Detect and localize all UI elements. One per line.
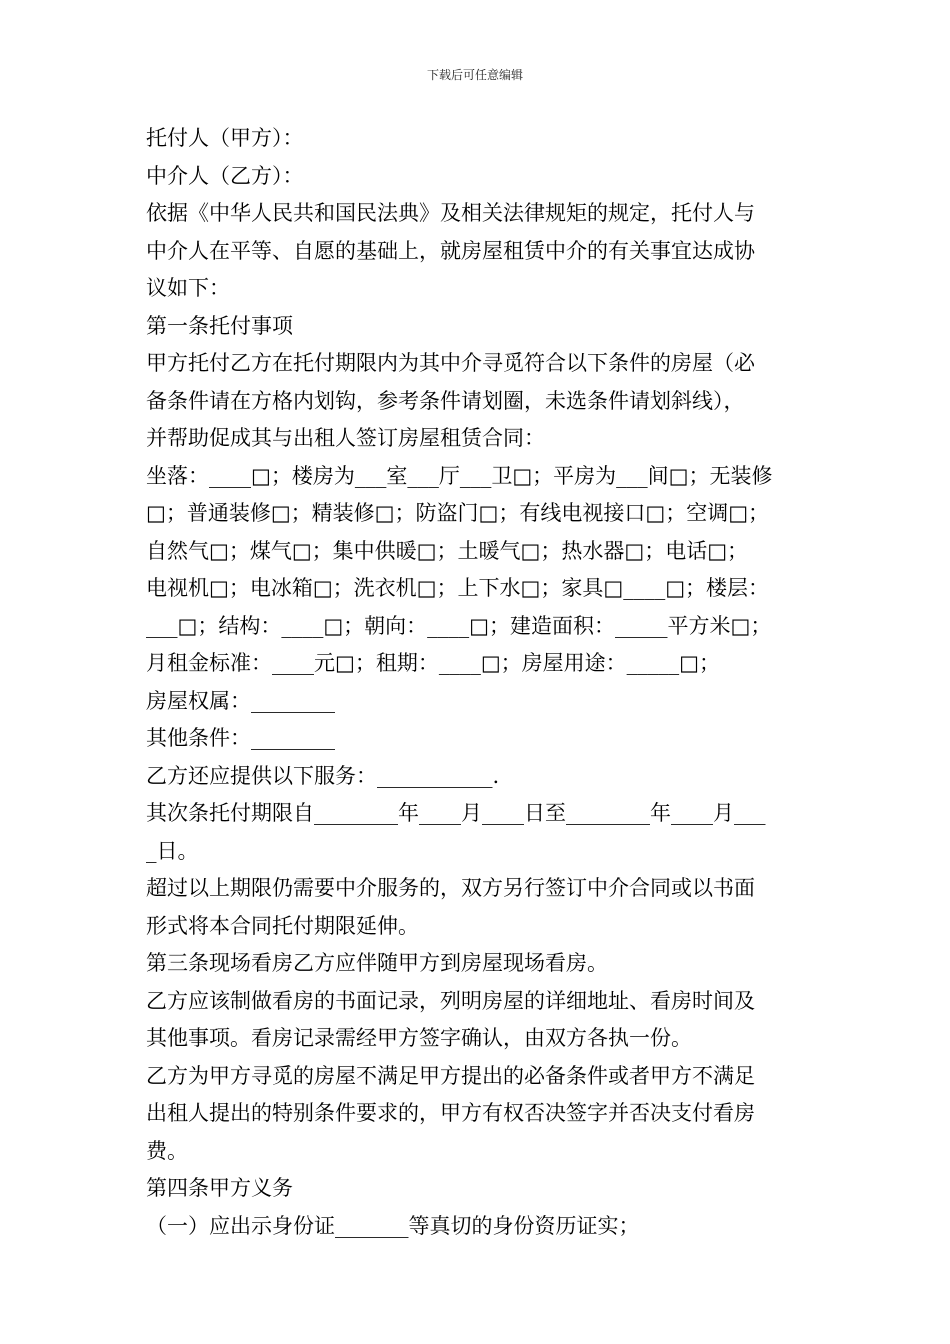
text-line: 费。 (146, 1138, 188, 1163)
text-line: 其他条件：________ (146, 726, 335, 750)
text-line: 出租人提出的特别条件要求的，甲方有权否决签字并否决支付看房 (146, 1101, 755, 1125)
text-line: 电视机□；电冰箱□；洗衣机□；上下水□；家具□____□；楼层： (146, 576, 770, 600)
text-line: 中介人在平等、自愿的基础上，就房屋租赁中介的有关事宜达成协 (146, 238, 755, 263)
text-line: 并帮助促成其与出租人签订房屋租赁合同： (146, 426, 545, 450)
text-line: 第三条现场看房乙方应伴随甲方到房屋现场看房。 (146, 951, 608, 975)
text-line: 其他事项。看房记录需经甲方签字确认，由双方各执一份。 (146, 1026, 692, 1050)
text-line: 议如下： (146, 276, 230, 300)
contract-body (146, 120, 816, 1245)
text-line: _日。 (146, 838, 199, 863)
text-line: 形式将本合同托付期限延伸。 (146, 913, 419, 938)
text-line: 第一条托付事项 (146, 313, 293, 338)
text-line: 乙方为甲方寻觅的房屋不满足甲方提出的必备条件或者甲方不满足 (146, 1063, 755, 1088)
text-line: 备条件请在方格内划钩，参考条件请划圈，未选条件请划斜线）， (146, 388, 745, 413)
text-line: 乙方应该制做看房的书面记录，列明房屋的详细地址、看房时间及 (146, 988, 755, 1013)
text-line: 自然气□；煤气□；集中供暖□；土暖气□；热水器□；电话□； (146, 538, 749, 563)
text-line: 坐落：____□；楼房为___室___厅___卫□；平房为___间□；无装修 (146, 463, 773, 488)
text-line: 甲方托付乙方在托付期限内为其中介寻觅符合以下条件的房屋（必 (146, 351, 755, 375)
text-line: 超过以上期限仍需要中介服务的，双方另行签订中介合同或以书面 (146, 876, 755, 900)
text-line: 房屋权属：________ (146, 688, 335, 713)
text-line: ___□；结构：____□；朝向：____□；建造面积：_____平方米□； (146, 613, 772, 638)
text-line: 依据《中华人民共和国民法典》及相关法律规矩的规定，托付人与 (146, 201, 755, 225)
page-header: 下载后可任意编辑 (426, 68, 523, 82)
text-line: 托付人（甲方）： (146, 126, 304, 150)
text-line: 其次条托付期限自________年____月____日至________年____月___ (146, 801, 766, 825)
text-line: （一）应出示身份证_______等真切的身份资历证实； (146, 1213, 640, 1238)
text-line: 中介人（乙方）： (146, 163, 304, 188)
text-line: 月租金标准：____元□；租期：____□；房屋用途：_____□； (146, 651, 721, 675)
text-line: □；普通装修□；精装修□；防盗门□；有线电视接口□；空调□； (146, 501, 770, 525)
text-line: 乙方还应提供以下服务：___________. (146, 763, 500, 788)
text-line: 第四条甲方义务 (146, 1176, 293, 1200)
